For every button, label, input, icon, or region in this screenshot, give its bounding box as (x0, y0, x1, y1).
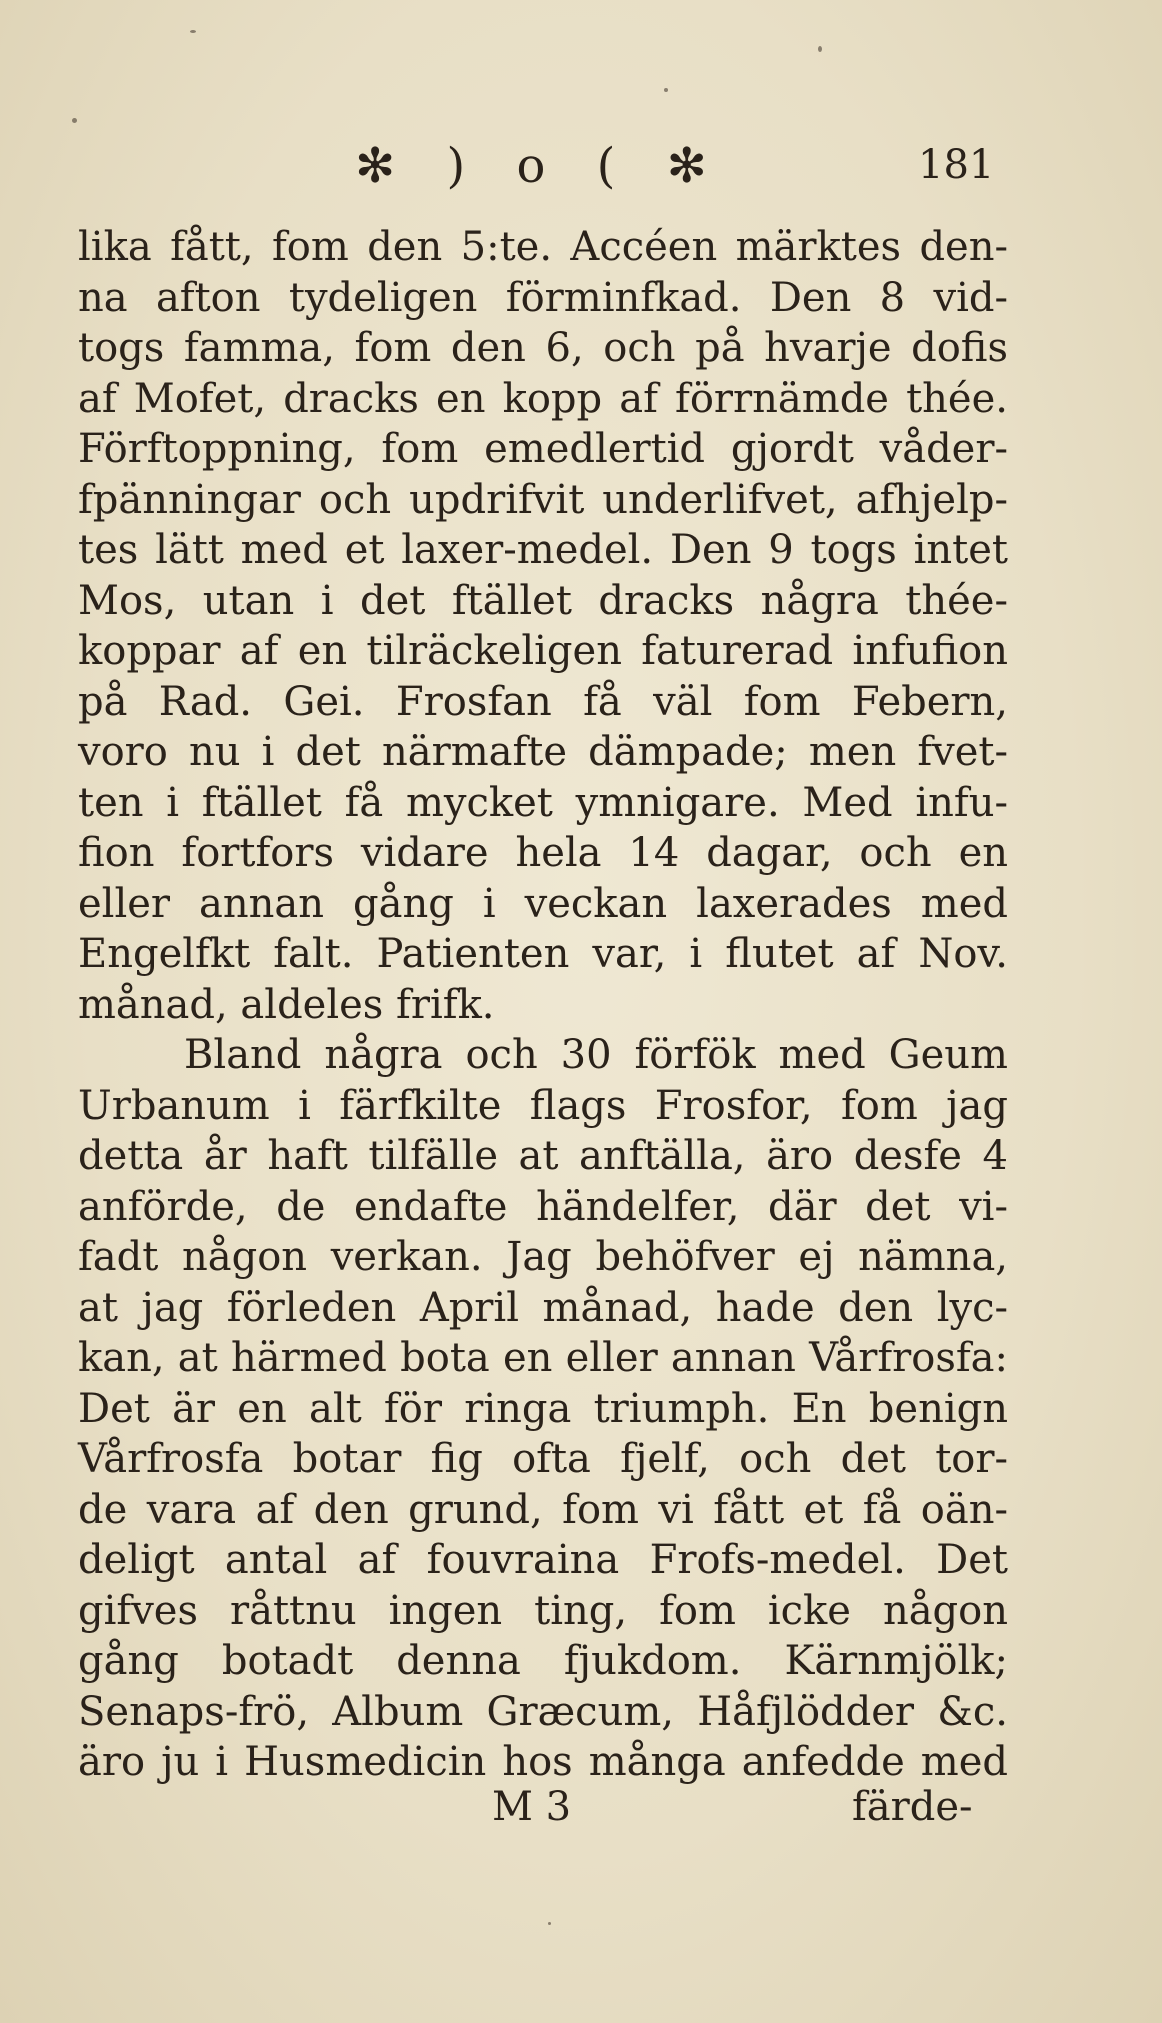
paragraph-start-line: Bland några och 30 förfök med Geum (184, 1032, 1008, 1078)
text-line: lika fått, fom den 5:te. Accéen märktes den- (78, 224, 1008, 270)
catchword: färde- (852, 1784, 973, 1830)
text-line: fion fortfors vidare hela 14 dagar, och en (78, 830, 1008, 876)
text-line: na afton tydeligen förminfkad. Den 8 vid- (78, 274, 1008, 321)
text-line: gång botadt denna fjukdom. Kärnmjölk; (78, 1638, 1008, 1684)
text-line: Mos, utan i det ftället dracks några thée- (78, 577, 1008, 624)
text-line: Urbanum i färfkilte flags Frosfor, fom jag (78, 1082, 1008, 1129)
header-ornament: ✻ ) o ( ✻ (355, 138, 725, 194)
text-line: at jag förleden April månad, hade den lyc- (78, 1284, 1008, 1331)
body-text (78, 222, 1008, 1788)
text-line: Förftoppning, fom emedlertid gjordt våder- (78, 426, 1008, 472)
text-line: fpänningar och updrifvit underlifvet, afhjelp- (78, 476, 1008, 523)
text-line: tes lätt med et laxer-medel. Den 9 togs intet (78, 527, 1008, 573)
text-line: Det är en alt för ringa triumph. En benign (78, 1385, 1008, 1432)
text-line: äro ju i Husmedicin hos många anfedde med (78, 1739, 1008, 1785)
text-line: koppar af en tilräckeligen faturerad infufion (78, 628, 1008, 674)
text-line: de vara af den grund, fom vi fått et få oän- (78, 1486, 1008, 1533)
text-line: kan, at härmed bota en eller annan Vårfrosfa: (78, 1335, 1008, 1381)
signature-mark: M 3 (492, 1784, 572, 1830)
text-line: voro nu i det närmafte dämpade; men fvet- (78, 729, 1008, 775)
text-line: ten i ftället få mycket ymnigare. Med infu- (78, 779, 1008, 826)
text-line: Vårfrosfa botar fig ofta fjelf, och det tor- (78, 1436, 1008, 1482)
text-line: deligt antal af fouvraina Frofs-medel. Det (78, 1537, 1008, 1583)
page-header (0, 138, 1162, 198)
text-line: af Mofet, dracks en kopp af förrnämde thée. (78, 375, 1008, 422)
text-line: anförde, de endafte händelfer, där det vi- (78, 1183, 1008, 1230)
text-line: fadt någon verkan. Jag behöfver ej nämna, (78, 1234, 1008, 1280)
text-line: eller annan gång i veckan laxerades med (78, 880, 1008, 927)
page-footer (0, 1784, 1162, 1844)
text-line: togs famma, fom den 6, och på hvarje dofis (78, 325, 1008, 371)
text-line: Engelfkt falt. Patienten var, i flutet af Nov. (78, 931, 1008, 977)
text-line: gifves råttnu ingen ting, fom icke någon (78, 1587, 1008, 1634)
text-line: Senaps-frö, Album Græcum, Håfjlödder &c. (78, 1688, 1008, 1735)
text-line: på Rad. Gei. Frosfan få väl fom Febern, (78, 678, 1008, 725)
paragraph-end-line: månad, aldeles frifk. (78, 981, 495, 1028)
text-line: detta år haft tilfälle at anftälla, äro desfe 4 (78, 1133, 1008, 1179)
page-number: 181 (918, 142, 995, 188)
